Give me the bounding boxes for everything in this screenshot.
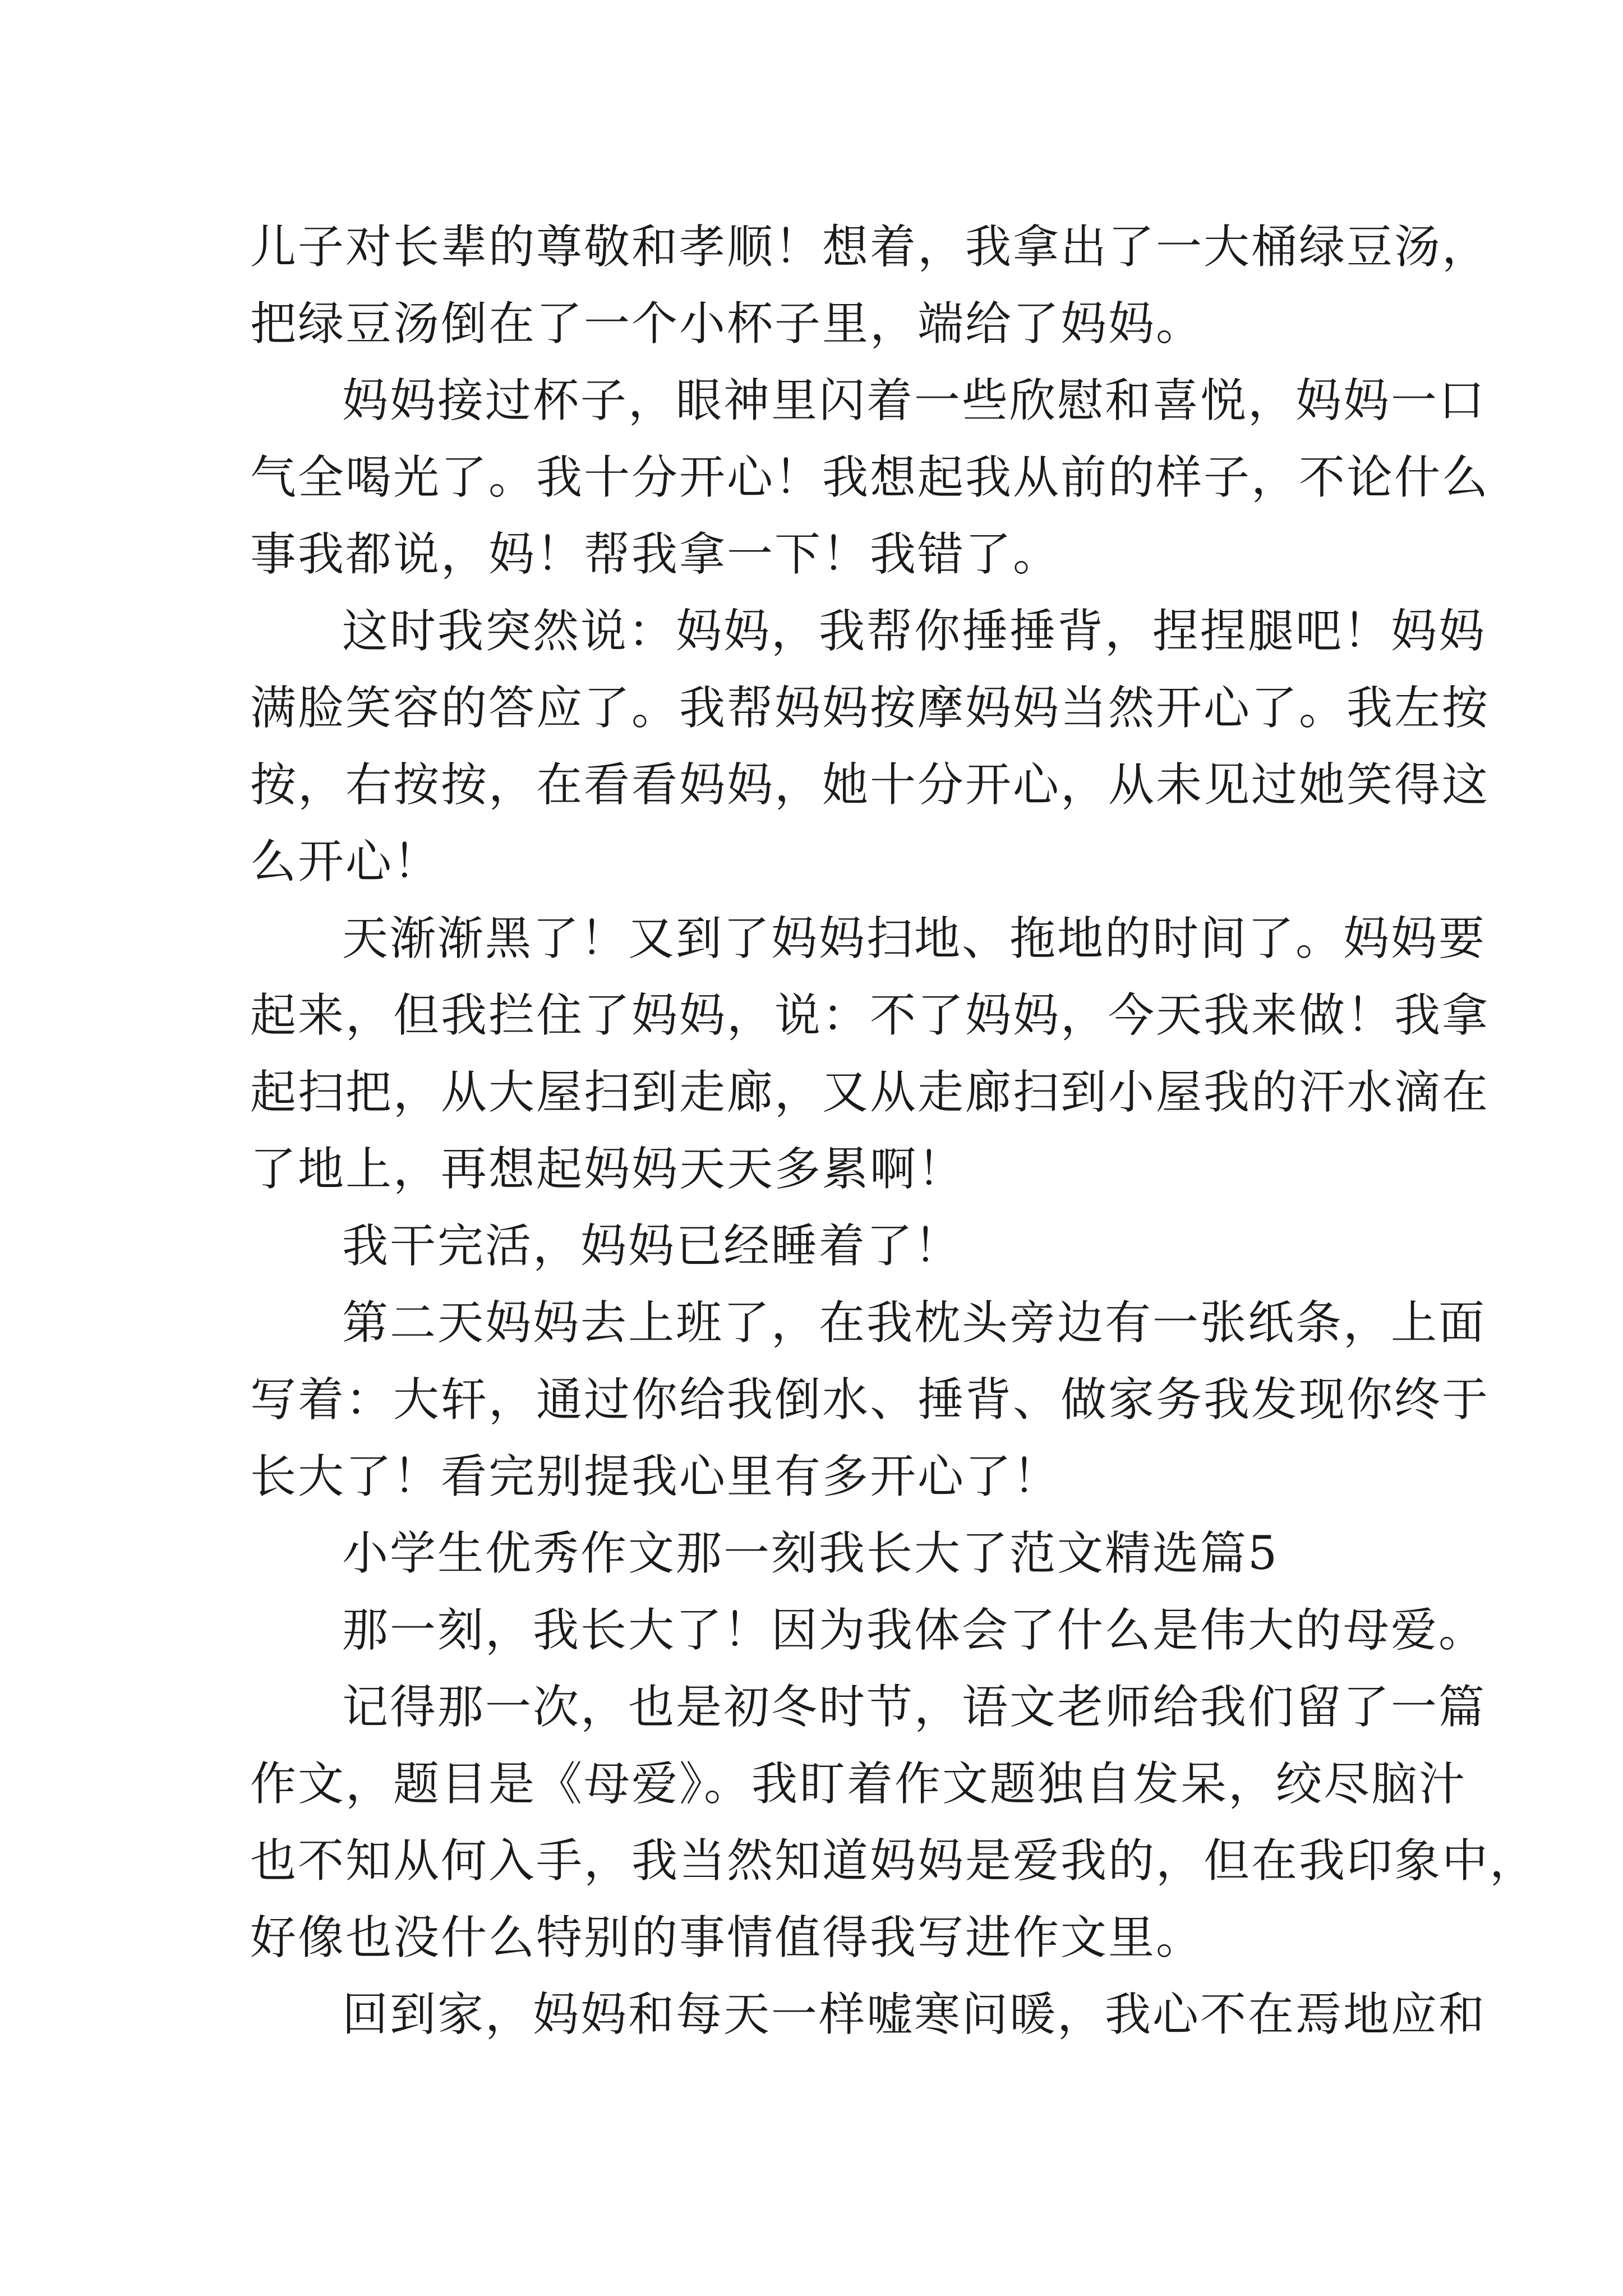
- text-line: 起来，但我拦住了妈妈，说：不了妈妈，今天我来做！我拿: [250, 989, 1490, 1042]
- text-line: 把绿豆汤倒在了一个小杯子里，端给了妈妈。: [250, 297, 1204, 351]
- text-line: 满脸笑容的答应了。我帮妈妈按摩妈妈当然开心了。我左按: [250, 682, 1490, 735]
- text-line: 么开心！: [250, 835, 441, 889]
- text-line: 我干完活，妈妈已经睡着了！: [342, 1220, 962, 1273]
- text-line: 气全喝光了。我十分开心！我想起我从前的样子，不论什么: [250, 451, 1490, 504]
- text-line: 好像也没什么特别的事情值得我写进作文里。: [250, 1911, 1204, 1964]
- text-line: 了地上，再想起妈妈天天多累啊！: [250, 1143, 966, 1196]
- text-line: 这时我突然说：妈妈，我帮你捶捶背，捏捏腿吧！妈妈: [342, 605, 1487, 658]
- text-line: 天渐渐黑了！又到了妈妈扫地、拖地的时间了。妈妈要: [342, 912, 1487, 965]
- text-line: 按，右按按，在看看妈妈，她十分开心，从未见过她笑得这: [250, 758, 1490, 812]
- text-line: 那一刻，我长大了！因为我体会了什么是伟大的母爱。: [342, 1604, 1487, 1657]
- text-line: 第二天妈妈去上班了，在我枕头旁边有一张纸条，上面: [342, 1296, 1487, 1350]
- section-heading: 小学生优秀作文那一刻我长大了范文精选篇5: [342, 1527, 1279, 1580]
- text-line: 起扫把，从大屋扫到走廊，又从走廊扫到小屋我的汗水滴在: [250, 1066, 1490, 1119]
- text-line: 回到家，妈妈和每天一样嘘寒问暖，我心不在焉地应和: [342, 1988, 1487, 2041]
- text-line: 儿子对长辈的尊敬和孝顺！想着，我拿出了一大桶绿豆汤，: [250, 220, 1490, 274]
- body-text: [250, 209, 1538, 2053]
- text-line: 写着：大轩，通过你给我倒水、捶背、做家务我发现你终于: [250, 1373, 1490, 1427]
- text-line: 作文，题目是《母爱》。我盯着作文题独自发呆，绞尽脑汁: [250, 1757, 1467, 1811]
- text-line: 事我都说，妈！帮我拿一下！我错了。: [250, 528, 1061, 581]
- text-line: 妈妈接过杯子，眼神里闪着一些欣慰和喜悦，妈妈一口: [342, 374, 1487, 427]
- text-line: 长大了！看完别提我心里有多开心了！: [250, 1450, 1061, 1503]
- text-line: 记得那一次，也是初冬时节，语文老师给我们留了一篇: [342, 1681, 1487, 1734]
- text-line: 也不知从何入手，我当然知道妈妈是爱我的，但在我印象中，: [250, 1834, 1538, 1888]
